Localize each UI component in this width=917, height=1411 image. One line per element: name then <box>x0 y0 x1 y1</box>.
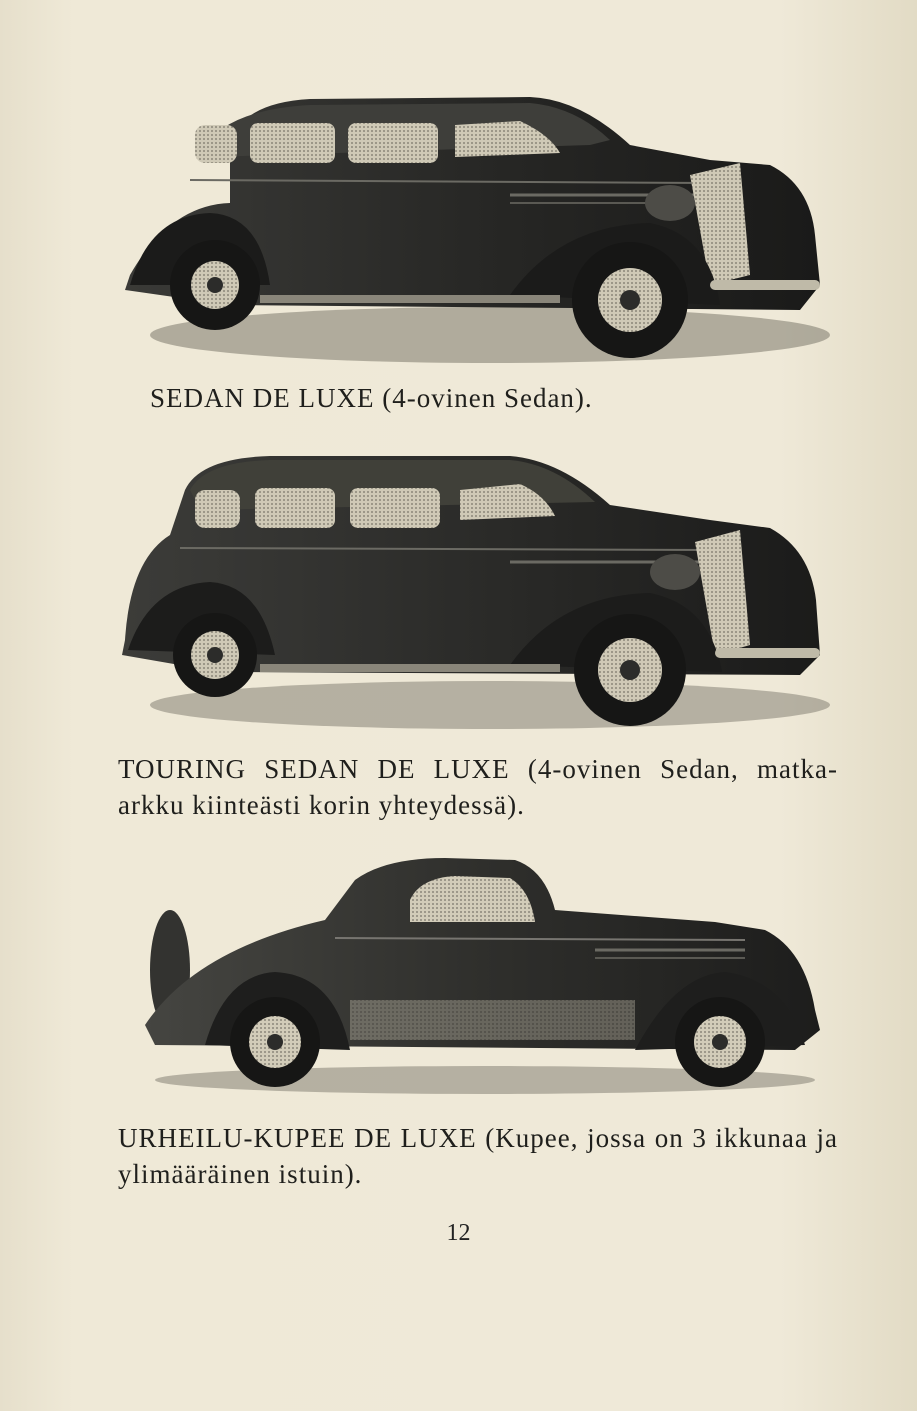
sedan-caption: SEDAN DE LUXE (4-ovinen Sedan). <box>150 383 593 413</box>
coupe-photo <box>115 850 830 1095</box>
coupe-caption: URHEILU-KUPEE DE LUXE (Kupee, jossa on 3 ikkunaa ja ylimääräinen istuin). <box>118 1123 838 1189</box>
page-number: 12 <box>446 1220 471 1246</box>
touring-sedan-caption: TOURING SEDAN DE LUXE (4-ovinen Sedan, matka-arkku kiinteästi korin yhteydessä). <box>118 754 838 820</box>
sedan-photo <box>110 85 830 370</box>
touring-sedan-photo <box>110 450 830 735</box>
